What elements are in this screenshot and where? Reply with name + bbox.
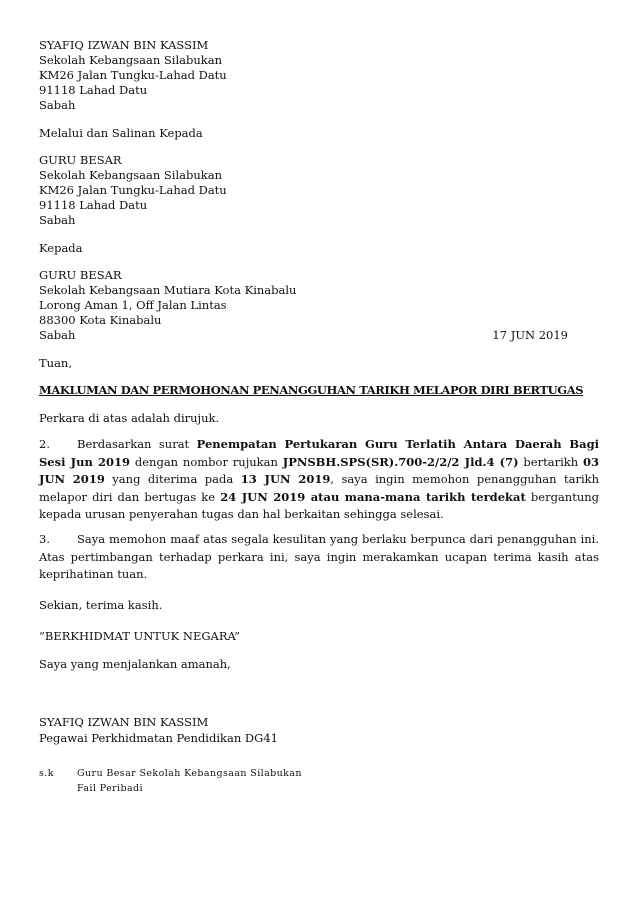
cc-item: Guru Besar Sekolah Kebangsaan Silabukan bbox=[77, 768, 302, 779]
paragraph-2 bbox=[39, 436, 599, 524]
recipient-state: Sabah bbox=[39, 328, 76, 342]
signatory-name: SYAFIQ IZWAN BIN KASSIM bbox=[39, 715, 209, 729]
via-school: Sekolah Kebangsaan Silabukan bbox=[39, 168, 223, 182]
trust-line: Saya yang menjalankan amanah, bbox=[39, 657, 231, 671]
paragraph-2-number: 2. bbox=[39, 437, 50, 451]
paragraph-3 bbox=[39, 531, 599, 584]
sender-name: SYAFIQ IZWAN BIN KASSIM bbox=[39, 38, 209, 52]
cc-item: Fail Peribadi bbox=[77, 783, 143, 794]
recipient-school: Sekolah Kebangsaan Mutiara Kota Kinabalu bbox=[39, 283, 297, 297]
sender-postcode: 91118 Lahad Datu bbox=[39, 83, 148, 97]
via-street: KM26 Jalan Tungku-Lahad Datu bbox=[39, 183, 227, 197]
recipient-postcode: 88300 Kota Kinabalu bbox=[39, 313, 162, 327]
letter-date: 17 JUN 2019 bbox=[492, 328, 568, 342]
closing-line: Sekian, terima kasih. bbox=[39, 598, 163, 612]
subject-line: MAKLUMAN DAN PERMOHONAN PENANGGUHAN TARIKH MELAPOR DIRI BERTUGAS bbox=[39, 383, 584, 397]
cc-line bbox=[39, 781, 143, 797]
paragraph-2-text: bergantung kepada urusan penyerahan tugas dan hal berkaitan sehingga selesai. bbox=[39, 489, 600, 521]
letter-reference-title: Penempatan Pertukaran Guru Terlatih Antara Daerah Bagi Sesi Jun 2019 bbox=[39, 437, 599, 469]
requested-date: 24 JUN 2019 atau mana-mana tarikh terdekat bbox=[220, 489, 526, 504]
via-heading: Melalui dan Salinan Kepada bbox=[39, 126, 203, 140]
paragraph-2-text: dengan nombor rujukan bbox=[130, 454, 283, 469]
received-date: 13 JUN 2019 bbox=[240, 472, 331, 486]
sender-state: Sabah bbox=[39, 98, 76, 112]
motto: “BERKHIDMAT UNTUK NEGARA” bbox=[39, 629, 241, 643]
paragraph-3-number: 3. bbox=[39, 532, 50, 546]
paragraph-2-text: Berdasarkan surat bbox=[77, 437, 197, 451]
cc-label: s.k bbox=[39, 768, 54, 779]
sender-street: KM26 Jalan Tungku-Lahad Datu bbox=[39, 68, 227, 82]
paragraph-3-text: Saya memohon maaf atas segala kesulitan yang berlaku berpunca dari penangguhan ini. Atas pertimbangan terhadap perkara ini, saya ingin merakamkan ucapan terima kasih atas keprihatinan tuan. bbox=[39, 532, 599, 581]
paragraph-2-text: bertarikh bbox=[518, 454, 583, 469]
recipient-street: Lorong Aman 1, Off Jalan Lintas bbox=[39, 298, 227, 312]
via-postcode: 91118 Lahad Datu bbox=[39, 198, 148, 212]
sender-school: Sekolah Kebangsaan Silabukan bbox=[39, 53, 223, 67]
recipient-heading: Kepada bbox=[39, 241, 83, 255]
reference-number: JPNSBH.SPS(SR).700-2/2/2 Jld.4 (7) bbox=[282, 454, 519, 469]
cc-line bbox=[39, 766, 302, 782]
paragraph-2-text: yang diterima pada bbox=[104, 472, 241, 486]
via-state: Sabah bbox=[39, 213, 76, 227]
intro-paragraph: Perkara di atas adalah dirujuk. bbox=[39, 411, 220, 425]
paragraph-2-text: , saya ingin memohon penangguhan tarikh melapor diri dan bertugas ke bbox=[39, 472, 600, 504]
signatory-title: Pegawai Perkhidmatan Pendidikan DG41 bbox=[39, 731, 278, 745]
salutation: Tuan, bbox=[39, 356, 72, 370]
via-title: GURU BESAR bbox=[39, 153, 122, 167]
letter-dated: 03 JUN 2019 bbox=[39, 454, 599, 486]
recipient-title: GURU BESAR bbox=[39, 268, 122, 282]
